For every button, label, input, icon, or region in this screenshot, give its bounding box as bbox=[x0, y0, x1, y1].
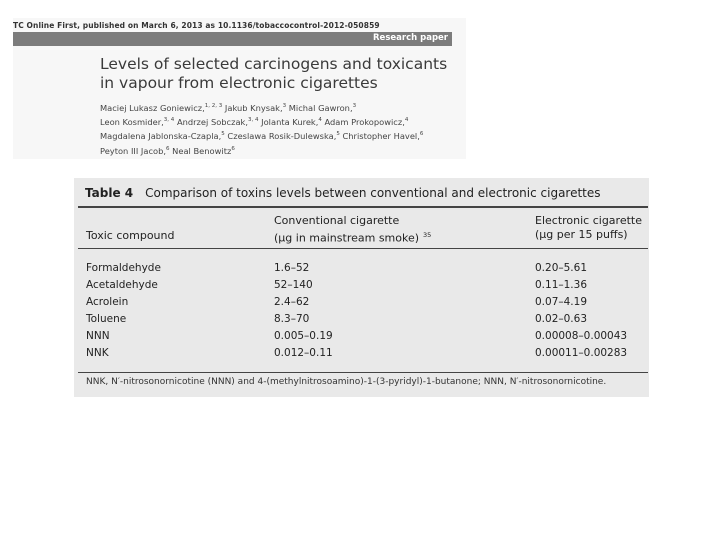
table-row bbox=[74, 294, 649, 311]
cell-electronic: 0.00008–0.00043 bbox=[535, 330, 628, 342]
author-affiliation: 3 bbox=[352, 103, 357, 109]
author-affiliation: 3, 4 bbox=[163, 117, 175, 124]
author-name: Christopher Havel, bbox=[342, 131, 420, 142]
author-affiliation: 1, 2, 3 bbox=[204, 103, 223, 109]
table-bottom-rule bbox=[78, 372, 648, 373]
author-name: Magdalena Jablonska-Czapla, bbox=[100, 131, 222, 142]
author-name: Michal Gawron, bbox=[288, 102, 353, 113]
author-affiliation: 3, 4 bbox=[248, 117, 259, 124]
table-caption bbox=[85, 186, 601, 200]
table-row bbox=[74, 277, 649, 294]
table-row bbox=[74, 328, 649, 345]
header-electronic-line1: Electronic cigarette bbox=[535, 214, 642, 227]
header-electronic-line2: (μg per 15 puffs) bbox=[535, 228, 628, 241]
author-name: Adam Prokopowicz, bbox=[324, 116, 405, 127]
author-name: Leon Kosmider, bbox=[100, 116, 164, 127]
author-name: Jolanta Kurek, bbox=[261, 116, 319, 127]
author-affiliation: 6 bbox=[419, 131, 424, 138]
author-affiliation: 4 bbox=[318, 117, 322, 124]
cell-electronic: 0.02–0.63 bbox=[535, 313, 588, 325]
header-toxic-compound: Toxic compound bbox=[86, 229, 175, 242]
table-card bbox=[74, 178, 649, 397]
author-line bbox=[100, 114, 460, 128]
section-label: Research paper bbox=[373, 33, 448, 43]
header-conventional-line2 bbox=[274, 228, 431, 246]
section-banner bbox=[13, 32, 452, 46]
cell-compound: NNN bbox=[86, 330, 110, 342]
paper-title-line: in vapour from electronic cigarettes bbox=[100, 74, 378, 92]
cell-electronic: 0.00011–0.00283 bbox=[535, 347, 628, 359]
paper-title bbox=[100, 55, 460, 93]
table-number: Table 4 bbox=[85, 186, 134, 200]
author-affiliation: 5 bbox=[221, 131, 225, 138]
table-row bbox=[74, 260, 649, 277]
header-conventional-unit: (μg in mainstream smoke) bbox=[274, 231, 420, 245]
cell-conventional: 0.012–0.11 bbox=[274, 347, 333, 359]
cell-conventional: 8.3–70 bbox=[274, 313, 310, 325]
author-affiliation: 6 bbox=[166, 145, 170, 152]
author-affiliation: 6 bbox=[231, 145, 235, 152]
paper-header bbox=[13, 18, 466, 159]
publication-line: TC Online First, published on March 6, 2013 as 10.1136/tobaccocontrol-2012-050859 bbox=[13, 21, 380, 30]
author-affiliation: 4 bbox=[404, 117, 409, 124]
cell-compound: Toluene bbox=[86, 313, 127, 325]
table-row bbox=[74, 311, 649, 328]
cell-conventional: 0.005–0.19 bbox=[274, 330, 333, 342]
cell-compound: Acetaldehyde bbox=[86, 279, 158, 291]
cell-conventional: 52–140 bbox=[274, 279, 313, 291]
cell-conventional: 1.6–52 bbox=[274, 262, 310, 274]
header-electronic bbox=[535, 214, 642, 242]
cell-compound: Acrolein bbox=[86, 296, 129, 308]
author-name: Andrzej Sobczak, bbox=[176, 116, 249, 127]
cell-compound: NNK bbox=[86, 347, 109, 359]
author-list bbox=[100, 100, 460, 157]
author-affiliation: 3 bbox=[282, 103, 287, 109]
author-name: Jakub Knysak, bbox=[224, 102, 283, 113]
header-conventional-reference: 35 bbox=[423, 231, 432, 239]
cell-electronic: 0.07–4.19 bbox=[535, 296, 588, 308]
paper-title-line: Levels of selected carcinogens and toxicants bbox=[100, 55, 448, 73]
author-name: Neal Benowitz bbox=[172, 145, 232, 156]
author-line bbox=[100, 143, 460, 157]
author-line bbox=[100, 100, 460, 114]
cell-conventional: 2.4–62 bbox=[274, 296, 310, 308]
table-caption-text: Comparison of toxins levels between conventional and electronic cigarettes bbox=[145, 186, 601, 200]
table-top-rule bbox=[78, 206, 648, 208]
author-name: Maciej Lukasz Goniewicz, bbox=[100, 102, 205, 113]
cell-compound: Formaldehyde bbox=[86, 262, 161, 274]
author-name: Peyton III Jacob, bbox=[100, 145, 166, 156]
header-conventional bbox=[274, 214, 431, 246]
author-line bbox=[100, 128, 460, 142]
cell-electronic: 0.11–1.36 bbox=[535, 279, 588, 291]
table-footnote: NNK, N′-nitrosonornicotine (NNN) and 4-(methylnitrosoamino)-1-(3-pyridyl)-1-butanone; NNN, N′-nitrosonornicotine. bbox=[86, 377, 607, 387]
header-conventional-line1: Conventional cigarette bbox=[274, 214, 400, 227]
author-affiliation: 5 bbox=[336, 131, 340, 138]
cell-electronic: 0.20–5.61 bbox=[535, 262, 588, 274]
table-row bbox=[74, 345, 649, 362]
table-header-rule bbox=[78, 248, 648, 249]
author-name: Czeslawa Rosik-Dulewska, bbox=[227, 131, 337, 142]
